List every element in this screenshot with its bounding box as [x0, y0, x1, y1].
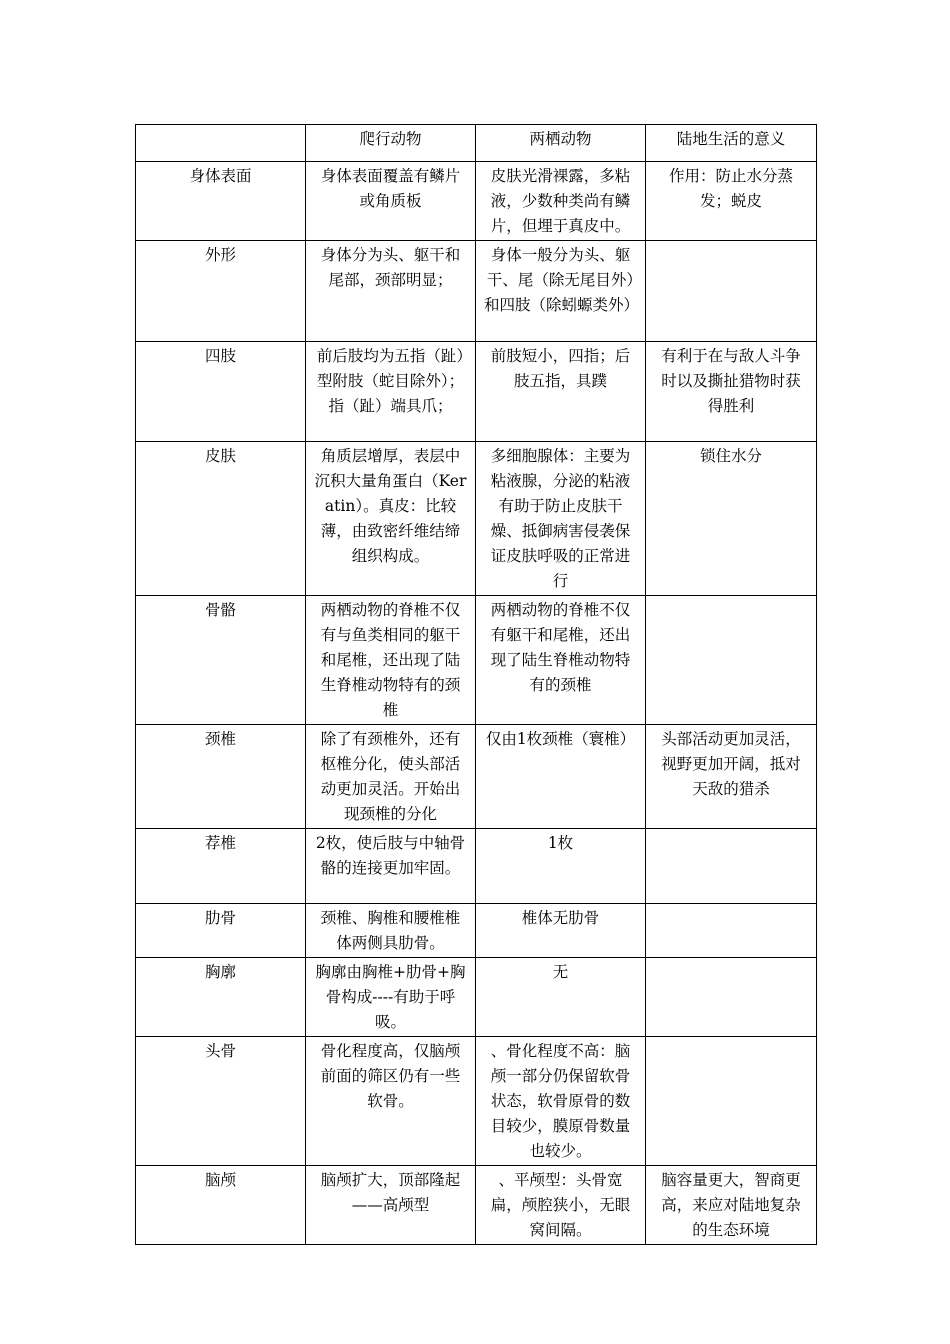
table-row — [136, 829, 817, 904]
meaning-cell — [646, 596, 817, 725]
reptile-cell: 两栖动物的脊椎不仅有与鱼类相同的躯干和尾椎，还出现了陆生脊椎动物特有的颈椎 — [306, 596, 476, 725]
amphibian-cell: 前肢短小，四指；后肢五指，具蹼 — [476, 342, 646, 442]
table-row — [136, 342, 817, 442]
comparison-table — [135, 124, 817, 1245]
reptile-cell: 颈椎、胸椎和腰椎椎体两侧具肋骨。 — [306, 904, 476, 958]
header-cell-amphibian: 两栖动物 — [476, 125, 646, 162]
meaning-cell — [646, 829, 817, 904]
row-label-cell: 头骨 — [136, 1037, 306, 1166]
meaning-cell — [646, 241, 817, 342]
table-row — [136, 958, 817, 1037]
reptile-cell: 身体分为头、躯干和尾部，颈部明显； — [306, 241, 476, 342]
row-label-cell: 身体表面 — [136, 162, 306, 241]
header-cell-empty — [136, 125, 306, 162]
table-row — [136, 1037, 817, 1166]
meaning-cell: 头部活动更加灵活，视野更加开阔，抵对天敌的猎杀 — [646, 725, 817, 829]
amphibian-cell: 皮肤光滑裸露，多粘液，少数种类尚有鳞片，但埋于真皮中。 — [476, 162, 646, 241]
table-row — [136, 904, 817, 958]
reptile-cell: 除了有颈椎外，还有枢椎分化，使头部活动更加灵活。开始出现颈椎的分化 — [306, 725, 476, 829]
amphibian-cell: 两栖动物的脊椎不仅有躯干和尾椎，还出现了陆生脊椎动物特有的颈椎 — [476, 596, 646, 725]
header-cell-reptile: 爬行动物 — [306, 125, 476, 162]
amphibian-cell: 身体一般分为头、躯干、尾（除无尾目外）和四肢（除蚓螈类外） — [476, 241, 646, 342]
row-label-cell: 四肢 — [136, 342, 306, 442]
table-row — [136, 1166, 817, 1245]
reptile-cell: 骨化程度高，仅脑颅前面的筛区仍有一些软骨。 — [306, 1037, 476, 1166]
meaning-cell: 脑容量更大，智商更高，来应对陆地复杂的生态环境 — [646, 1166, 817, 1245]
meaning-cell: 作用：防止水分蒸发；蜕皮 — [646, 162, 817, 241]
table-body — [136, 162, 817, 1245]
reptile-cell: 2枚，使后肢与中轴骨骼的连接更加牢固。 — [306, 829, 476, 904]
reptile-cell: 胸廓由胸椎+肋骨+胸骨构成----有助于呼吸。 — [306, 958, 476, 1037]
amphibian-cell: 、平颅型：头骨宽扁，颅腔狭小，无眼窝间隔。 — [476, 1166, 646, 1245]
header-cell-meaning: 陆地生活的意义 — [646, 125, 817, 162]
table-row — [136, 162, 817, 241]
amphibian-cell: 椎体无肋骨 — [476, 904, 646, 958]
row-label-cell: 皮肤 — [136, 442, 306, 596]
reptile-cell: 身体表面覆盖有鳞片或角质板 — [306, 162, 476, 241]
amphibian-cell: 无 — [476, 958, 646, 1037]
amphibian-cell: 、骨化程度不高：脑颅一部分仍保留软骨状态，软骨原骨的数目较少，膜原骨数量也较少。 — [476, 1037, 646, 1166]
row-label-cell: 颈椎 — [136, 725, 306, 829]
row-label-cell: 肋骨 — [136, 904, 306, 958]
table-row — [136, 442, 817, 596]
table-header-row — [136, 125, 817, 162]
table-row — [136, 596, 817, 725]
table-row — [136, 241, 817, 342]
meaning-cell — [646, 958, 817, 1037]
row-label-cell: 外形 — [136, 241, 306, 342]
amphibian-cell: 多细胞腺体：主要为粘液腺，分泌的粘液有助于防止皮肤干燥、抵御病害侵袭保证皮肤呼吸的正常进行 — [476, 442, 646, 596]
reptile-cell: 前后肢均为五指（趾）型附肢（蛇目除外）；指（趾）端具爪； — [306, 342, 476, 442]
row-label-cell: 脑颅 — [136, 1166, 306, 1245]
reptile-cell: 脑颅扩大，顶部隆起——高颅型 — [306, 1166, 476, 1245]
meaning-cell — [646, 1037, 817, 1166]
meaning-cell: 有利于在与敌人斗争时以及撕扯猎物时获得胜利 — [646, 342, 817, 442]
row-label-cell: 荐椎 — [136, 829, 306, 904]
reptile-cell: 角质层增厚，表层中沉积大量角蛋白（Keratin）。真皮：比较薄，由致密纤维结缔组织构成。 — [306, 442, 476, 596]
row-label-cell: 骨骼 — [136, 596, 306, 725]
table-row — [136, 725, 817, 829]
meaning-cell — [646, 904, 817, 958]
row-label-cell: 胸廓 — [136, 958, 306, 1037]
amphibian-cell: 1枚 — [476, 829, 646, 904]
amphibian-cell: 仅由1枚颈椎（寰椎） — [476, 725, 646, 829]
meaning-cell: 锁住水分 — [646, 442, 817, 596]
